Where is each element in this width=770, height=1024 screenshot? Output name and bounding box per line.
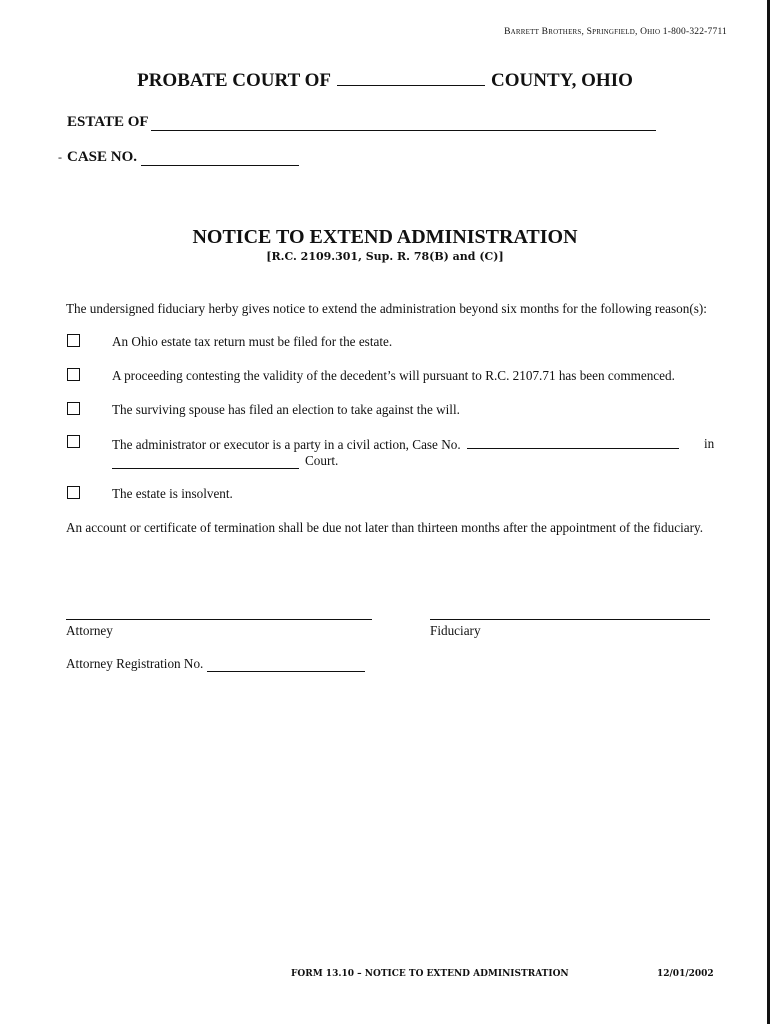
civil-case-number-field[interactable]: [467, 436, 679, 449]
reason-civil-action-line1: [112, 436, 722, 453]
attorney-signature-line[interactable]: [66, 619, 372, 620]
reason-text-will-contest: A proceeding contesting the validity of the decedent’s will pursuant to R.C. 2107.71 has been commenced.: [112, 368, 675, 383]
footer-form-id: FORM 13.10 – NOTICE TO EXTEND ADMINISTRATION: [291, 969, 569, 979]
case-label: CASE NO.: [67, 149, 138, 165]
reason-text-civil-action: The administrator or executor is a party in a civil action, Case No.: [112, 437, 461, 452]
court-suffix: COUNTY, OHIO: [491, 70, 633, 91]
reason-text-tax-return: An Ohio estate tax return must be filed for the estate.: [112, 334, 393, 349]
reason-checkbox-will-contest[interactable]: [67, 368, 80, 381]
reason-text-spouse-election: The surviving spouse has filed an election to take against the will.: [112, 402, 460, 417]
publisher-line: Barrett Brothers, Springfield, Ohio 1-800-322-7711: [504, 27, 727, 37]
reason-civil-action-court: Court.: [305, 453, 339, 468]
fiduciary-signature-line[interactable]: [430, 619, 710, 620]
estate-row: [67, 114, 656, 131]
case-row: [67, 149, 299, 166]
attorney-label: Attorney: [66, 623, 113, 638]
registration-number-field[interactable]: [207, 659, 365, 672]
registration-row: [66, 656, 365, 672]
reason-text-insolvent: The estate is insolvent.: [112, 486, 233, 501]
court-prefix: PROBATE COURT OF: [137, 70, 332, 91]
estate-label: ESTATE OF: [67, 114, 149, 130]
form-subtitle: [R.C. 2109.301, Sup. R. 78(B) and (C)]: [266, 250, 504, 263]
reason-checkbox-spouse-election[interactable]: [67, 402, 80, 415]
footer-date: 12/01/2002: [657, 969, 714, 979]
reason-checkbox-civil-action[interactable]: [67, 435, 80, 448]
fiduciary-label: Fiduciary: [430, 623, 481, 638]
reason-civil-action-line2: [112, 453, 338, 469]
registration-label: Attorney Registration No.: [66, 656, 204, 671]
reason-checkbox-tax-return[interactable]: [67, 334, 80, 347]
case-number-field[interactable]: [141, 151, 299, 166]
court-heading: [0, 70, 770, 92]
civil-court-field[interactable]: [112, 456, 299, 469]
margin-mark: -: [58, 150, 62, 164]
intro-text: The undersigned fiduciary herby gives notice to extend the administration beyond six months for the following reason(s):: [66, 301, 707, 316]
account-note: An account or certificate of termination shall be due not later than thirteen months after the appointment of the fiduciary.: [66, 520, 704, 535]
reason-checkbox-insolvent[interactable]: [67, 486, 80, 499]
reason-civil-action-in: in: [704, 436, 715, 451]
estate-name-field[interactable]: [151, 116, 656, 131]
form-title: NOTICE TO EXTEND ADMINISTRATION: [192, 226, 578, 248]
county-field[interactable]: [337, 71, 485, 86]
